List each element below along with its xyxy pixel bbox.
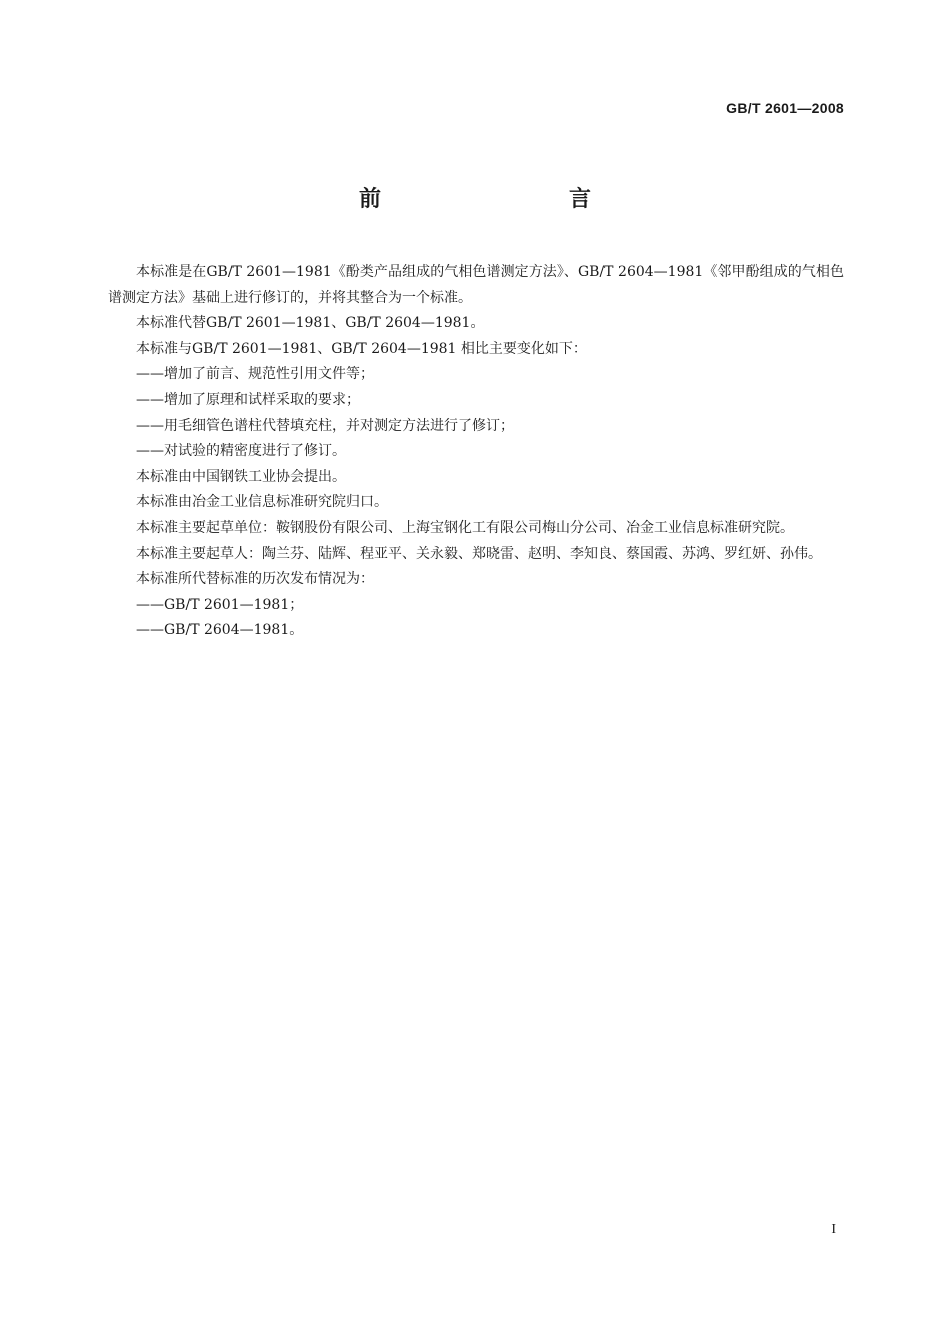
standard-code-header: GB/T 2601—2008 <box>726 100 844 116</box>
paragraph-proposed-by: 本标准由中国钢铁工业协会提出。 <box>136 468 346 485</box>
page-title: 前 言 <box>358 187 639 212</box>
history-item-2604: ——GB/T 2604—1981。 <box>136 622 304 639</box>
change-item-precision: ——对试验的精密度进行了修订。 <box>136 443 346 460</box>
foreword-body <box>108 260 844 644</box>
paragraph-centralized-by: 本标准由冶金工业信息标准研究院归口。 <box>136 494 388 511</box>
change-item-capillary-column: ——用毛细管色谱柱代替填充柱，并对测定方法进行了修订； <box>136 417 514 434</box>
page-number: I <box>831 1222 836 1237</box>
history-item-2601: ——GB/T 2601—1981； <box>136 596 304 613</box>
change-item-principle: ——增加了原理和试样采取的要求； <box>136 391 360 408</box>
change-item-foreword: ——增加了前言、规范性引用文件等； <box>136 366 374 383</box>
paragraph-intro: 本标准是在GB/T 2601—1981《酚类产品组成的气相色谱测定方法》、GB/T 2604—1981《邻甲酚组成的气相色谱测定方法》基础上进行修订的，并将其整合为一个标准。 <box>108 264 844 306</box>
paragraph-drafters: 本标准主要起草人：陶兰芬、陆辉、程亚平、关永毅、郑晓雷、赵明、李知良、蔡国霞、苏鸿、罗红妍、孙伟。 <box>136 545 822 562</box>
paragraph-history-intro: 本标准所代替标准的历次发布情况为： <box>136 571 374 588</box>
paragraph-drafting-units: 本标准主要起草单位：鞍钢股份有限公司、上海宝钢化工有限公司梅山分公司、冶金工业信息标准研究院。 <box>136 519 794 536</box>
paragraph-replaces: 本标准代替GB/T 2601—1981、GB/T 2604—1981。 <box>136 315 485 332</box>
paragraph-changes-intro: 本标准与GB/T 2601—1981、GB/T 2604—1981 相比主要变化如下： <box>136 340 587 357</box>
